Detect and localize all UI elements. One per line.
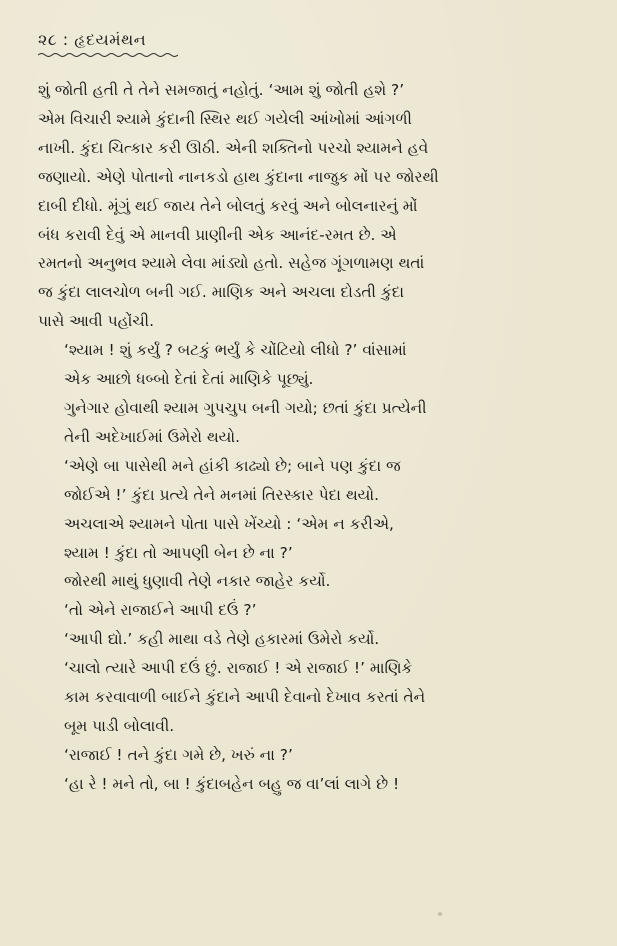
text-line: ગુનેગાર હોવાથી શ્યામ ગુપચુપ બની ગયો; છતાં કુંદા પ્રત્યેની [64, 398, 427, 417]
paragraph [38, 741, 577, 770]
paragraph [38, 336, 577, 394]
text-line: ‘એણે બા પાસેથી મને હાંકી કાઢ્યો છે; બાને પણ કુંદા જ [64, 456, 401, 475]
paragraph [38, 567, 577, 596]
text-line: ‘ચાલો ત્યારે આપી દઉં છું. રાજાઈ ! એ રાજાઈ !’ માણિકે [64, 659, 413, 678]
text-line: એક આછો ધબ્બો દેતાં દેતાં માણિકે પૂછ્યું. [64, 370, 314, 389]
text-line: શ્યામ ! કુંદા તો આપણી બેન છે ના ?’ [64, 543, 293, 562]
text-line: જ કુંદા લાલચોળ બની ગઈ. માણિક અને અચલા દોડતી કુંદા [38, 283, 405, 302]
text-line: જોરથી માથું ધુણાવી તેણે નકાર જાહેર કર્યો. [64, 572, 331, 591]
text-line: ‘આપી દ્યો.’ કહી માથા વડે તેણે હકારમાં ઉમેરો કર્યો. [64, 630, 380, 649]
chapter-title: હૃદયમંથન [74, 30, 147, 49]
paragraph [38, 625, 577, 654]
text-line: ‘તો એને રાજાઈને આપી દઉં ?’ [64, 601, 257, 620]
paragraph [38, 76, 577, 336]
print-speck [438, 912, 442, 916]
paragraph [38, 452, 577, 510]
text-line: એમ વિચારી શ્યામે કુંદાની સ્થિર થઈ ગયેલી આંખોમાં આંગળી [38, 109, 412, 128]
paragraph [38, 654, 577, 741]
header-separator: : [57, 30, 75, 49]
text-line: ‘શ્યામ ! શું કર્યું ? બટકું ભર્યું કે ચોંટિયો લીધો ?’ વાંસામાં [64, 341, 407, 360]
text-line: કામ કરવાવાળી બાઈને કુંદાને આપી દેવાનો દેખાવ કરતાં તેને [64, 688, 426, 707]
body-text [38, 76, 577, 799]
text-line: ‘હા રે ! મને તો, બા ! કુંદાબહેન બહુ જ વા’લાં લાગે છે ! [64, 774, 400, 793]
text-line: તેની અદેખાઈમાં ઉમેરો થયો. [64, 427, 240, 446]
text-line: બૂમ પાડી બોલાવી. [64, 716, 175, 735]
paragraph [38, 596, 577, 625]
paragraph [38, 510, 577, 568]
running-header [38, 30, 178, 58]
text-line: જણાયો. એણે પોતાનો નાનકડો હાથ કુંદાના નાજુક મોં પર જોરથી [38, 167, 439, 186]
paragraph [38, 394, 577, 452]
text-line: દાબી દીધો. મૂંગું થઈ જાય તેને બોલતું કરવું અને બોલનારનું મોં [38, 196, 418, 215]
page-number: ૨૮ [38, 30, 58, 49]
text-line: ‘રાજાઈ ! તને કુંદા ગમે છે, ખરું ના ?’ [64, 745, 293, 764]
text-line: રમતનો અનુભવ શ્યામે લેવા માંડ્યો હતો. સહેજ ગૂંગળામણ થતાં [38, 254, 425, 273]
text-line: અચલાએ શ્યામને પોતા પાસે ખેંચ્યો : ‘એમ ન કરીએ, [64, 514, 394, 533]
wavy-underline [38, 52, 178, 58]
text-line: બંધ કરાવી દેવું એ માનવી પ્રાણીની એક આનંદ-રમત છે. એ [38, 225, 397, 244]
paragraph [38, 770, 577, 799]
text-line: શું જોતી હતી તે તેને સમજાતું નહોતું. ‘આમ શું જોતી હશે ?’ [38, 81, 405, 99]
text-line: પાસે આવી પહોંચી. [38, 312, 154, 331]
text-line: જોઈએ !’ કુંદા પ્રત્યે તેને મનમાં તિરસ્કાર પેદા થયો. [64, 485, 379, 504]
text-line: નાખી. કુંદા ચિત્કાર કરી ઊઠી. એની શક્તિનો પરચો શ્યામને હવે [38, 138, 429, 157]
